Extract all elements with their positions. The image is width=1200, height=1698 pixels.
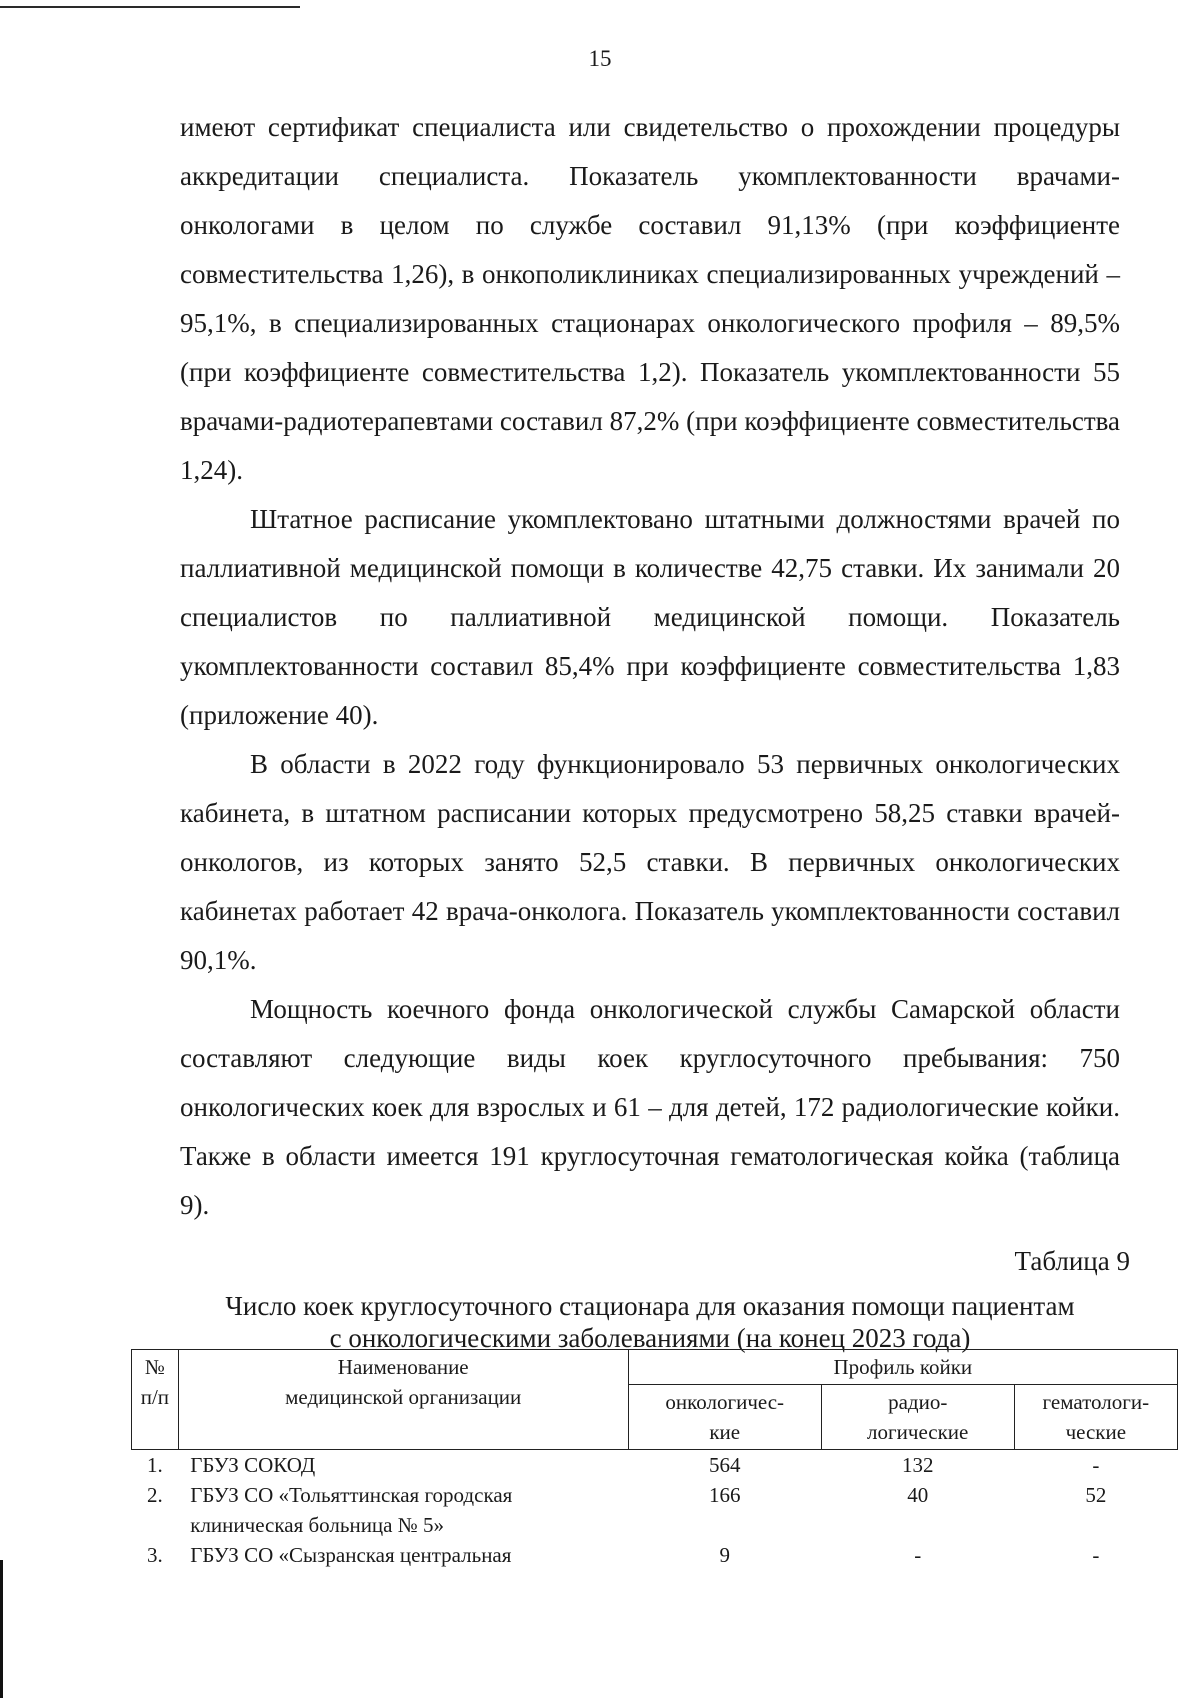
table-caption: Таблица 9 [1014, 1246, 1130, 1276]
row-radiological: - [914, 1543, 922, 1567]
header-organization-line-1: Наименование [337, 1355, 469, 1379]
row-organization-line-1: ГБУЗ СО «Тольяттинская городская [190, 1483, 513, 1507]
row-oncological: 9 [719, 1543, 730, 1567]
row-organization-line-2: клиническая больница № 5» [190, 1513, 445, 1537]
page-number: 15 [588, 46, 612, 71]
table-row [132, 1450, 1178, 1481]
beds-table [131, 1349, 1178, 1570]
header-organization [178, 1350, 628, 1450]
header-number [132, 1350, 179, 1450]
scan-artifact-top-line [0, 6, 300, 8]
paragraph-3: В области в 2022 году функционировало 53 первичных онкологических кабинета, в штатном расписании которых предусмотрено 58,25 ставки врачей-онкологов, из которых занято 52,5 ставки. В первичных онкологических кабинетах работает 42 врача-онколога. Показатель укомплектованности составил 90,1%. [180, 749, 1120, 975]
paragraph-2: Штатное расписание укомплектовано штатными должностями врачей по паллиативной медицинской помощи в количестве 42,75 ставки. Их занимали 20 специалистов по паллиативной медицинской помощи. Показатель укомплектованности составил 85,4% при коэффициенте совместительства 1,83 (приложение 40). [180, 504, 1120, 730]
table-header-row-1 [132, 1350, 1178, 1385]
header-hematological-line-1: гематологи- [1042, 1390, 1150, 1414]
row-oncological: 564 [708, 1453, 741, 1477]
header-oncological-line-2: кие [709, 1420, 741, 1444]
row-radiological: 40 [907, 1483, 929, 1507]
header-bed-profile: Профиль койки [628, 1350, 1177, 1385]
row-number: 1. [147, 1453, 163, 1477]
header-number-line-2: п/п [140, 1385, 170, 1409]
table-title [180, 1290, 1120, 1354]
header-oncological-line-1: онкологичес- [665, 1390, 785, 1414]
row-organization-line-1: ГБУЗ СО «Сызранская центральная [190, 1543, 512, 1567]
header-organization-line-2: медицинской организации [285, 1385, 522, 1409]
paragraph-4: Мощность коечного фонда онкологической службы Самарской области составляют следующие виды коек круглосуточного пребывания: 750 онкологических коек для взрослых и 61 – для детей, 172 радиологические койки. Также в области имеется 191 круглосуточная гематологическая койка (таблица 9). [180, 994, 1120, 1220]
row-organization-line-1: ГБУЗ СОКОД [190, 1453, 316, 1477]
row-organization [178, 1540, 628, 1570]
row-hematological: - [1092, 1453, 1100, 1477]
row-number: 2. [147, 1483, 163, 1507]
header-radiological-line-2: логические [867, 1420, 969, 1444]
header-radiological-line-1: радио- [888, 1390, 948, 1414]
header-hematological-line-2: ческие [1065, 1420, 1127, 1444]
row-hematological: 52 [1085, 1483, 1107, 1507]
table-title-line-1: Число коек круглосуточного стационара для оказания помощи пациентам [225, 1291, 1075, 1321]
table-row [132, 1480, 1178, 1540]
table-title-line-2: с онкологическими заболеваниями (на конец 2023 года) [329, 1323, 971, 1353]
table-row [132, 1540, 1178, 1570]
header-radiological [821, 1385, 1014, 1450]
scan-artifact-left-edge [0, 1560, 3, 1698]
row-organization [178, 1450, 628, 1481]
row-hematological: - [1092, 1543, 1100, 1567]
row-radiological: 132 [901, 1453, 934, 1477]
header-oncological [628, 1385, 821, 1450]
paragraph-1: имеют сертификат специалиста или свидетельство о прохождении процедуры аккредитации специалиста. Показатель укомплектованности врачами-онкологами в целом по службе составил 91,13% (при коэффициенте совместительства 1,26), в онкополиклиниках специализированных учреждений – 95,1%, в специализированных стационарах онкологического профиля – 89,5% (при коэффициенте совместительства 1,2). Показатель укомплектованности 55 врачами-радиотерапевтами составил 87,2% (при коэффициенте совместительства 1,24). [180, 112, 1120, 485]
row-oncological: 166 [708, 1483, 741, 1507]
header-number-line-1: № [144, 1355, 165, 1379]
header-hematological [1014, 1385, 1177, 1450]
body-text [180, 103, 1120, 1230]
row-organization [178, 1480, 628, 1540]
row-number: 3. [147, 1543, 163, 1567]
